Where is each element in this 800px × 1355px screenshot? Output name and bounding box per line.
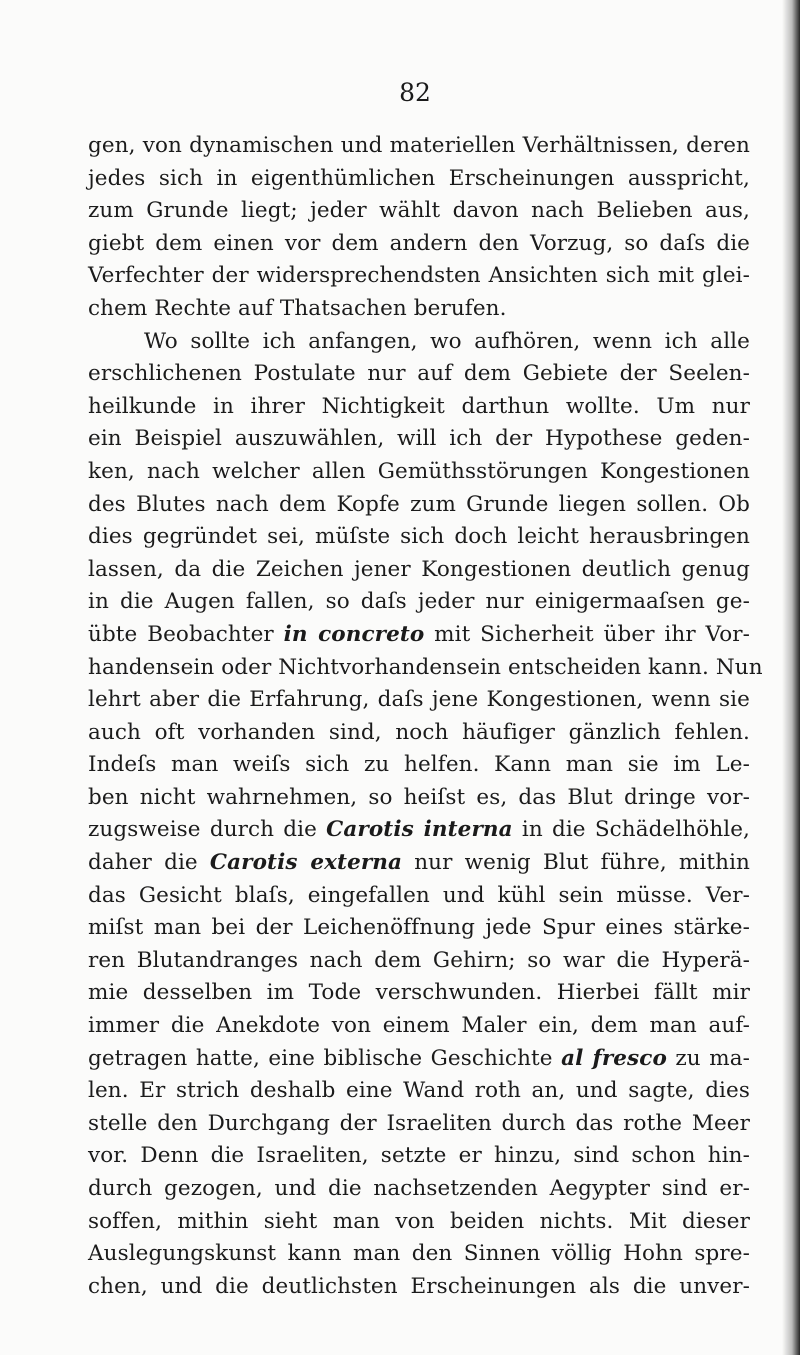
text-line: giebt dem einen vor dem andern den Vorzug, so daſs die (88, 230, 750, 256)
text-line: mie desselben im Tode verschwunden. Hierbei fällt mir (88, 980, 750, 1006)
page-edge-shadow (782, 0, 800, 1355)
text-line: heilkunde in ihrer Nichtigkeit darthun wollte. Um nur (88, 393, 750, 419)
page-number: 82 (399, 78, 431, 107)
text-line: Verfechter der widersprechendsten Ansichten sich mit glei- (88, 263, 750, 289)
text-line: getragen hatte, eine biblische Geschichte al fresco zu ma- (88, 1045, 750, 1071)
text-line: Wo sollte ich anfangen, wo aufhören, wenn ich alle (144, 328, 750, 354)
text-line: ben nicht wahrnehmen, so heiſst es, das Blut dringe vor- (88, 784, 750, 810)
body-text (88, 130, 763, 1303)
text-line: zugsweise durch die Carotis interna in die Schädelhöhle, (88, 817, 750, 843)
text-line: lassen, da die Zeichen jener Kongestionen deutlich genug (88, 556, 750, 582)
text-line: ein Beispiel auszuwählen, will ich der Hypothese geden- (88, 426, 750, 452)
text-line: durch gezogen, und die nachsetzenden Aegypter sind er- (88, 1176, 750, 1201)
italic-term: Carotis interna (326, 817, 513, 843)
text-line: handensein oder Nichtvorhandensein entscheiden kann. Nun (88, 654, 763, 680)
text-line: daher die Carotis externa nur wenig Blut führe, mithin (88, 850, 750, 876)
text-line: chem Rechte auf Thatsachen berufen. (88, 295, 507, 321)
text-line: des Blutes nach dem Kopfe zum Grunde liegen sollen. Ob (88, 491, 750, 517)
text-line: ken, nach welcher allen Gemüthsstörungen Kongestionen (88, 458, 750, 484)
text-line: chen, und die deutlichsten Erscheinungen als die unver- (88, 1273, 750, 1299)
text-line: dies gegründet sei, müſste sich doch leicht herausbringen (88, 524, 750, 550)
text-line: in die Augen fallen, so daſs jeder nur einigermaaſsen ge- (88, 589, 750, 615)
text-line: Indeſs man weiſs sich zu helfen. Kann man sie im Le- (88, 752, 750, 778)
italic-term: al fresco (561, 1045, 667, 1071)
text-line: auch oft vorhanden sind, noch häufiger gänzlich fehlen. (88, 719, 750, 745)
text-line: stelle den Durchgang der Israeliten durch das rothe Meer (88, 1110, 750, 1136)
italic-term: Carotis externa (209, 850, 403, 876)
text-line: ren Blutandranges nach dem Gehirn; so war die Hyperä- (88, 947, 750, 973)
text-line: zum Grunde liegt; jeder wählt davon nach Belieben aus, (88, 198, 750, 224)
text-line: immer die Anekdote von einem Maler ein, dem man auf- (88, 1013, 750, 1039)
text-line: Auslegungskunst kann man den Sinnen völlig Hohn spre- (88, 1241, 750, 1267)
text-line: len. Er strich deshalb eine Wand roth an, und sagte, dies (88, 1078, 750, 1104)
text-line: übte Beobachter in concreto mit Sicherheit über ihr Vor- (88, 621, 750, 647)
italic-term: in concreto (283, 621, 425, 647)
text-line: soffen, mithin sieht man von beiden nichts. Mit dieser (88, 1208, 750, 1234)
text-line: lehrt aber die Erfahrung, daſs jene Kongestionen, wenn sie (88, 687, 750, 713)
text-line: jedes sich in eigenthümlichen Erscheinungen ausspricht, (88, 165, 750, 191)
text-line: gen, von dynamischen und materiellen Verhältnissen, deren (88, 133, 750, 158)
text-line: vor. Denn die Israeliten, setzte er hinzu, sind schon hin- (88, 1143, 750, 1169)
text-line: das Gesicht blaſs, eingefallen und kühl sein müsse. Ver- (88, 882, 750, 908)
text-line: miſst man bei der Leichenöffnung jede Spur eines stärke- (88, 915, 750, 941)
text-line: erschlichenen Postulate nur auf dem Gebiete der Seelen- (88, 361, 750, 387)
